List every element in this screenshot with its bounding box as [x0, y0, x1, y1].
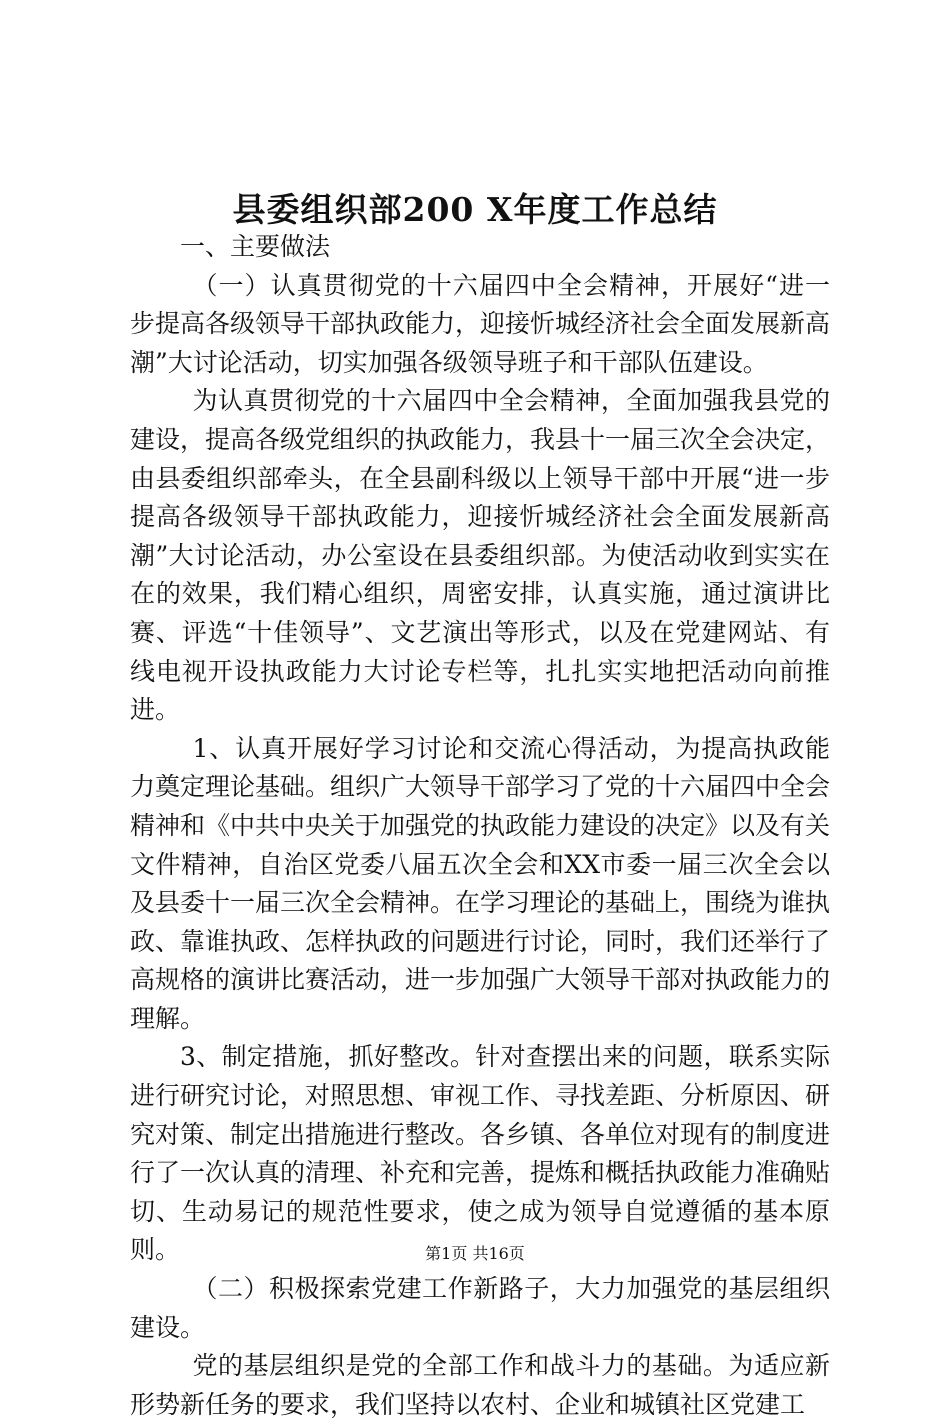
page-title: 县委组织部200 X年度工作总结 [232, 190, 718, 229]
subsection-heading-2: （二）积极探索党建工作新路子，大力加强党的基层组织建设。 [130, 1274, 830, 1342]
paragraph: 3、制定措施，抓好整改。针对查摆出来的问题，联系实际进行研究讨论，对照思想、审视工作、寻找差距、分析原因、研究对策、制定出措施进行整改。各乡镇、各单位对现有的制度进行了一次认真的清理、补充和完善，提炼和概括执政能力准确贴切、生动易记的规范性要求，使之成为领导自觉遵循的基本原则。 [130, 1042, 831, 1265]
paragraph: 党的基层组织是党的全部工作和战斗力的基础。为适应新形势新任务的要求，我们坚持以农村、企业和城镇社区党建工 [130, 1351, 830, 1419]
paragraph: 为认真贯彻党的十六届四中全会精神，全面加强我县党的建设，提高各级党组织的执政能力，我县十一届三次全会决定，由县委组织部牵头，在全县副科级以上领导干部中开展“进一步提高各级领导干部执政能力，迎接忻城经济社会全面发展新高潮”大讨论活动，办公室设在县委组织部。为使活动收到实实在在的效果，我们精心组织，周密安排，认真实施，通过演讲比赛、评选“十佳领导”、文艺演出等形式，以及在党建网站、有线电视开设执政能力大讨论专栏等，扎扎实实地把活动向前推进。 [130, 386, 831, 725]
subsection-heading-1: （一）认真贯彻党的十六届四中全会精神，开展好“进一步提高各级领导干部执政能力，迎接忻城经济社会全面发展新高潮”大讨论活动，切实加强各级领导班子和干部队伍建设。 [130, 270, 831, 377]
section-heading: 一、主要做法 [180, 232, 331, 261]
paragraph: 1、认真开展好学习讨论和交流心得活动，为提高执政能力奠定理论基础。组织广大领导干部学习了党的十六届四中全会精神和《中共中央关于加强党的执政能力建设的决定》以及有关文件精神，自治区党委八届五次全会和XX市委一届三次全会以及县委十一届三次全会精神。在学习理论的基础上，围绕为谁执政、靠谁执政、怎样执政的问题进行讨论，同时，我们还举行了高规格的演讲比赛活动，进一步加强广大领导干部对执政能力的理解。 [130, 733, 831, 1033]
page-number-footer: 第1页 共16页 [425, 1244, 525, 1263]
